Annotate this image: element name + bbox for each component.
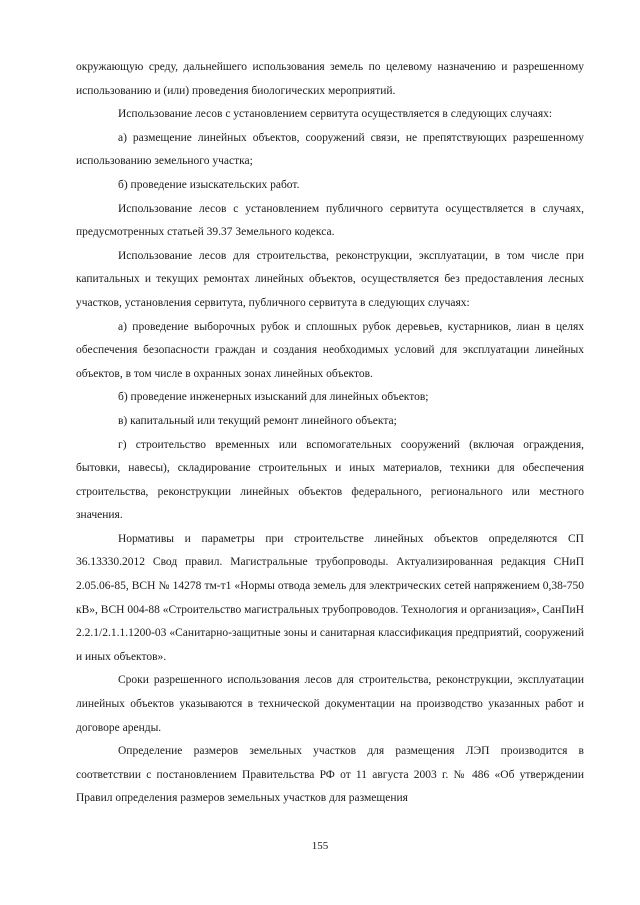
paragraph-construction-use: Использование лесов для строительства, реконструкции, эксплуатации, в том числе при капитальных и текущих ремонтах линейных объектов, осуществляется без предоставления лесных участков, установления сервитута, публичного сервитута в следующих случаях: (76, 249, 584, 309)
paragraph-norms: Нормативы и параметры при строительстве линейных объектов определяются СП 36.13330.2012 Свод правил. Магистральные трубопроводы. Актуализированная редакция СНиП 2.05.06-85, ВСН № 14278 тм-т1 «Нормы отвода земель для электрических сетей напряжением 0,38-750 кВ», ВСН 004-88 «Строительство магистральных трубопроводов. Технология и организация», СанПиН 2.2.1/2.1.1.1200-03 «Санитарно-защитные зоны и санитарная классификация предприятий, сооружений и иных объектов». (76, 532, 584, 663)
list-item-a-linear-objects: а) размещение линейных объектов, сооружений связи, не препятствующих разрешенному использованию земельного участка; (76, 131, 584, 168)
page-number: 155 (311, 840, 329, 852)
list-item-a-felling: а) проведение выборочных рубок и сплошных рубок деревьев, кустарников, лиан в целях обеспечения безопасности граждан и создания необходимых условий для эксплуатации линейных объектов, в том числе в охранных зонах линейных объектов. (76, 320, 584, 380)
list-item-b-engineering-surveys: б) проведение инженерных изысканий для линейных объектов; (118, 391, 429, 404)
list-item-b-survey-works: б) проведение изыскательских работ. (118, 178, 300, 191)
list-item-d-temporary-structures: г) строительство временных или вспомогательных сооружений (включая ограждения, бытовки, навесы), складирование строительных и иных материалов, техники для обеспечения строительства, реконструкции линейных объектов федерального, регионального или местного значения. (76, 438, 584, 522)
paragraph-land-size: Определение размеров земельных участков для размещения ЛЭП производится в соответствии с постановлением Правительства РФ от 11 августа 2003 г. № 486 «Об утверждении Правил определения размеров земельных участков для размещения (76, 745, 584, 805)
list-item-c-repair: в) капитальный или текущий ремонт линейного объекта; (118, 414, 397, 427)
paragraph-public-servitude: Использование лесов с установлением публичного сервитута осуществляется в случаях, предусмотренных статьей 39.37 Земельного кодекса. (76, 202, 584, 239)
document-body (76, 56, 584, 811)
paragraph-continuation: окружающую среду, дальнейшего использования земель по целевому назначению и разрешенному использованию и (или) проведения биологических мероприятий. (76, 61, 584, 97)
paragraph-servitude-intro: Использование лесов с установлением сервитута осуществляется в следующих случаях: (118, 108, 553, 121)
paragraph-terms: Сроки разрешенного использования лесов для строительства, реконструкции, эксплуатации линейных объектов указываются в технической документации на производство указанных работ и договоре аренды. (76, 674, 584, 734)
